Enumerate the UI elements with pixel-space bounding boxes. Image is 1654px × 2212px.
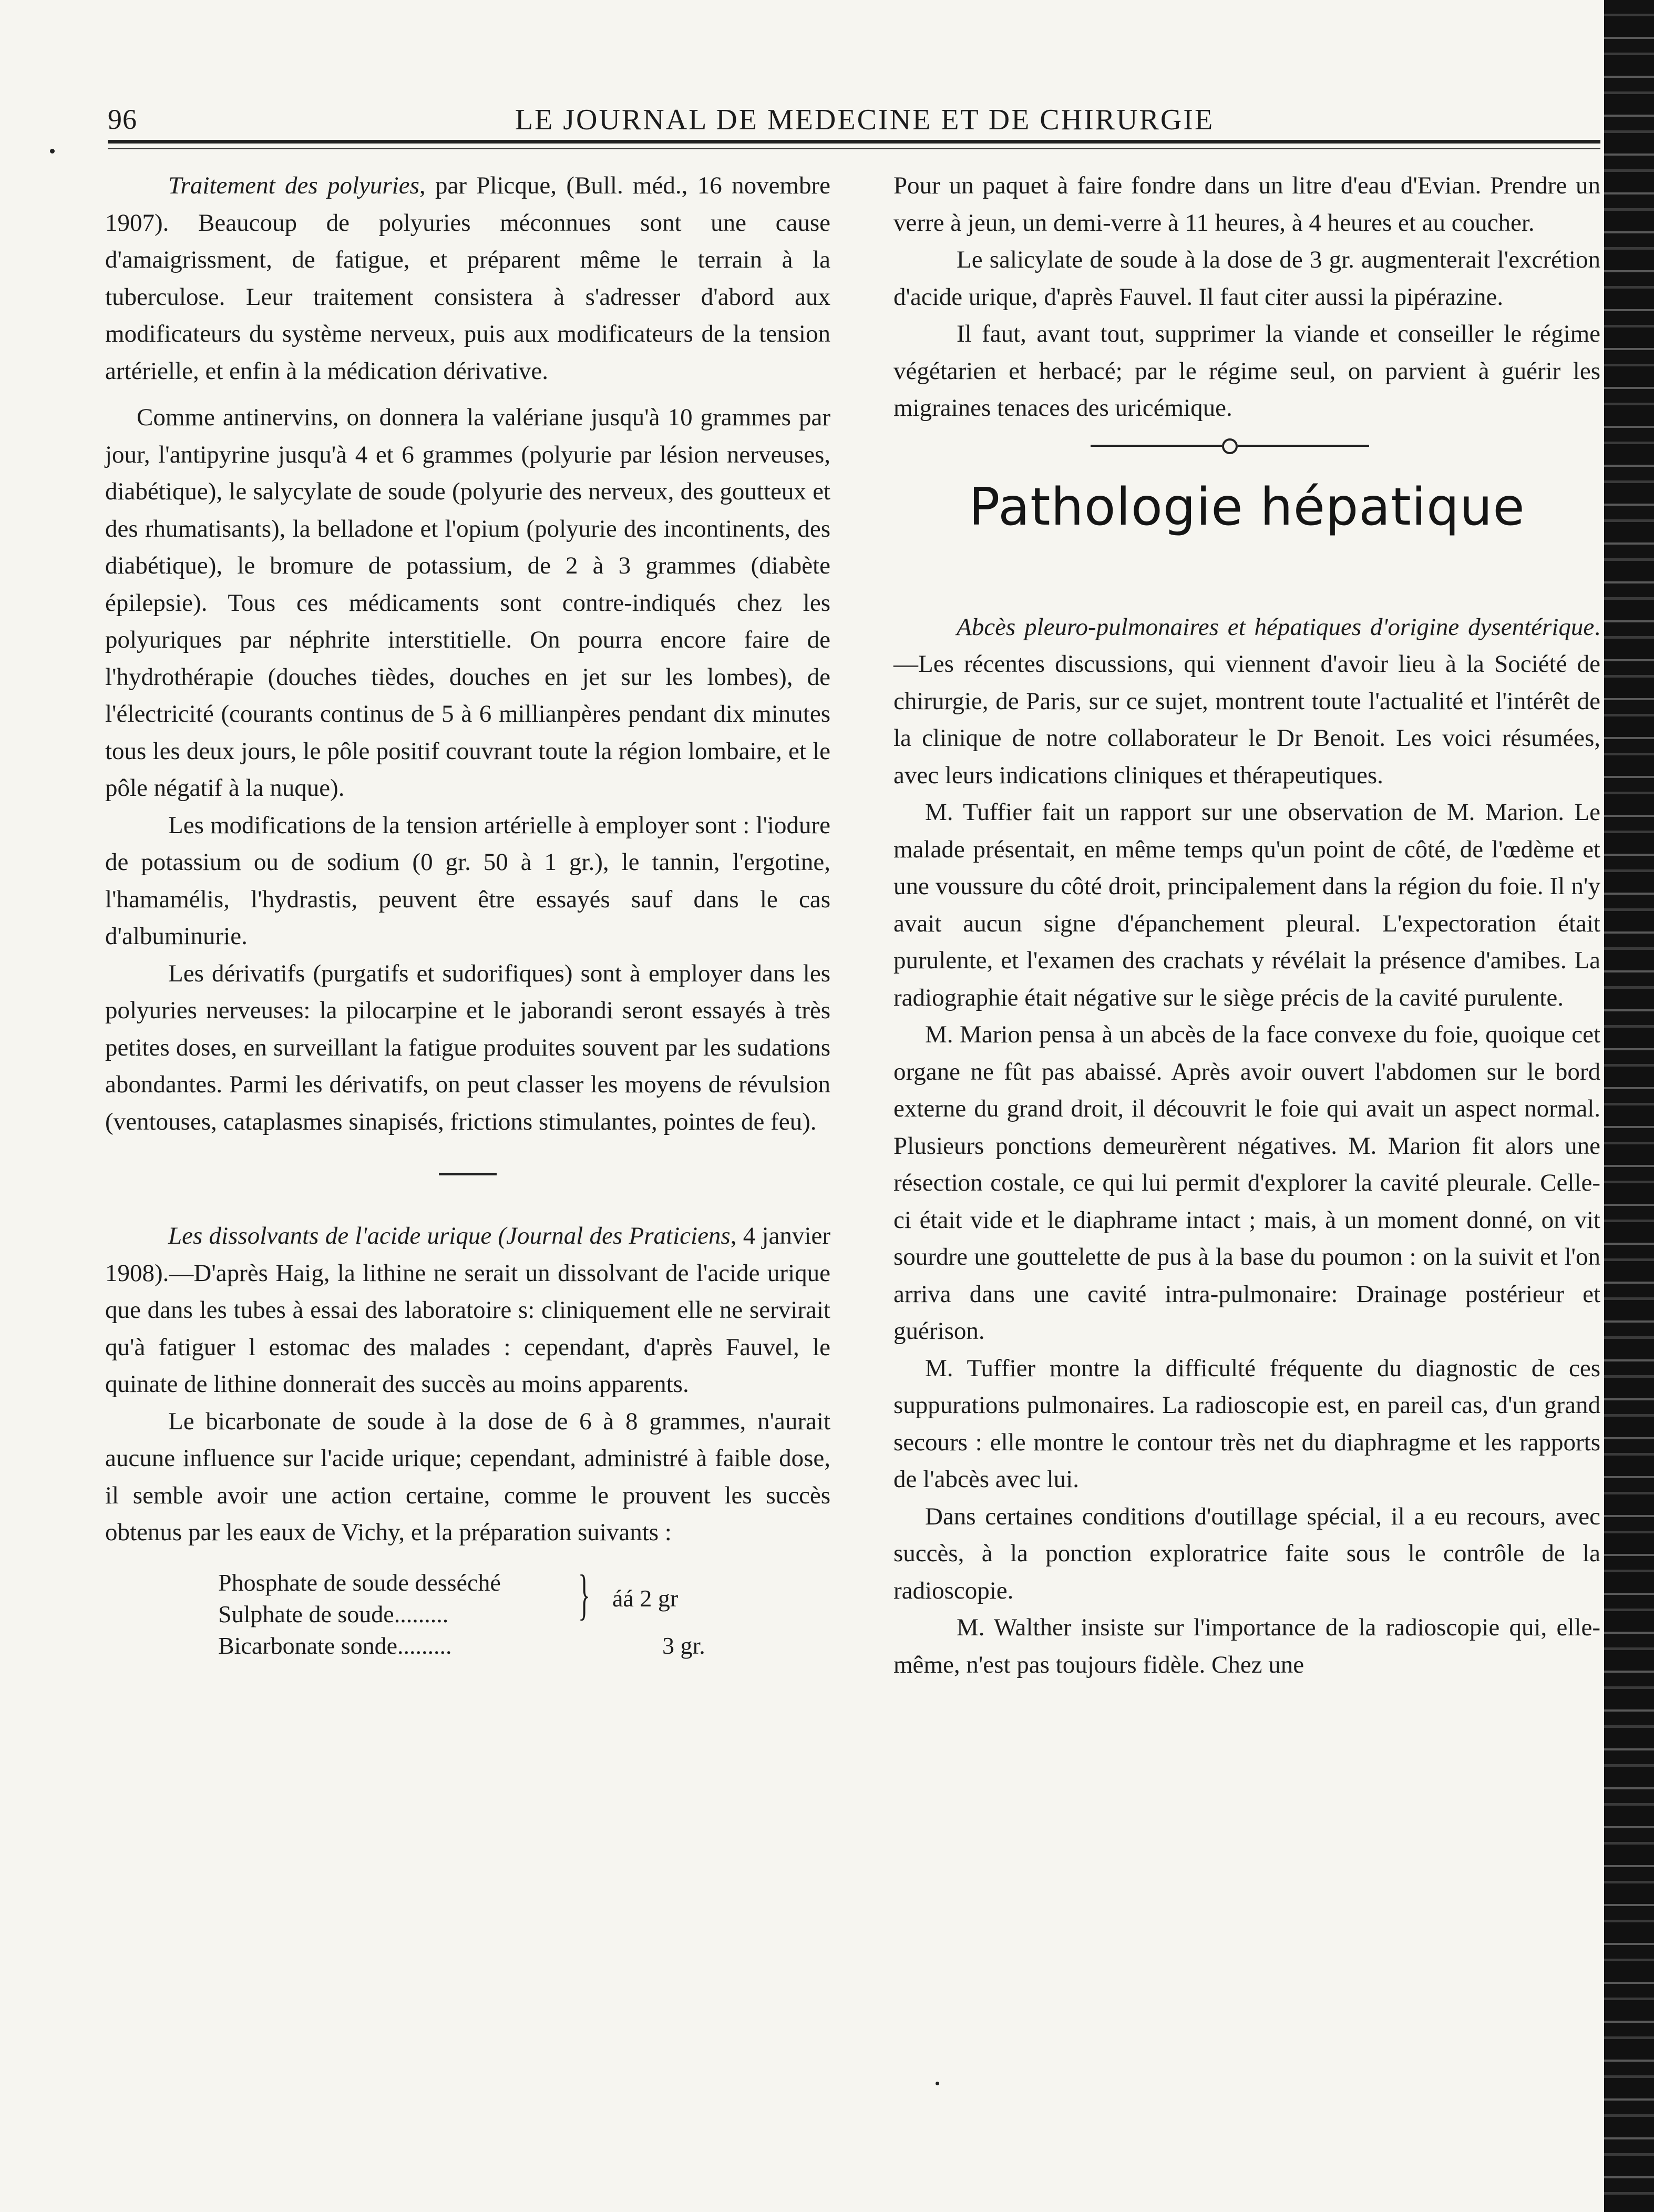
- page-number: 96: [108, 104, 137, 135]
- scanned-page-edge: [1604, 0, 1654, 2212]
- formula-line: Sulphate de soude.........: [218, 1600, 449, 1627]
- paragraph: M. Tuffier montre la difficulté fréquente du diagnostic de ces suppurations pulmonaires. La radioscopie est, en pareil cas, d'un grand secours : elle montre le contour très net du diaphragme et les rapports de l'abcès avec lui.: [893, 1354, 1600, 1493]
- article-polyuries: [105, 167, 830, 390]
- article-text: , par Plicque, (Bull. méd., 16 novembre 1907). Beaucoup de polyuries méconnues sont une cause d'amaigrissment, de fatigue, et préparent même le terrain à la tuberculose. Leur traitement consistera à s'adresser d'abord aux modificateurs du système nerveux, puis aux modificateurs de la tension artérielle, et enfin à la médication dérivative.: [105, 172, 830, 385]
- section-title: Pathologie hépatique: [969, 477, 1525, 537]
- formula-dose: 3 gr.: [662, 1632, 705, 1659]
- header-rule-thin: [108, 148, 1600, 149]
- left-column: [105, 167, 830, 1662]
- paragraph: Pour un paquet à faire fondre dans un litre d'eau d'Evian. Prendre un verre à jeun, un demi-verre à 11 heures, à 4 heures et au coucher.: [893, 172, 1600, 237]
- ink-speck: [936, 2082, 939, 2085]
- journal-title: LE JOURNAL DE MEDECINE ET DE CHIRURGIE: [515, 104, 1215, 136]
- section-separator: [439, 1173, 497, 1175]
- ornament-separator: [893, 435, 1600, 456]
- article-title: Les dissolvants de l'acide urique (Journal des Praticiens: [168, 1222, 731, 1250]
- formula-line: Phosphate de soude desséché: [218, 1569, 501, 1596]
- paragraph: Le bicarbonate de soude à la dose de 6 à 8 grammes, n'aurait aucune influence sur l'acide urique; cependant, administré à faible dose, il semble avoir une action certaine, comme le prouvent les succès obtenus par les eaux de Vichy, et la préparation suivants :: [105, 1407, 830, 1546]
- running-header: [108, 103, 1600, 140]
- article-title: Abcès pleuro-pulmonaires et hépatiques d'origine dysentérique: [957, 613, 1595, 641]
- paragraph: Dans certaines conditions d'outillage spécial, il a eu recours, avec succès, à la ponction exploratrice faite sous le contrôle de la radioscopie.: [893, 1502, 1600, 1604]
- article-title: Traitement des polyuries: [168, 172, 419, 199]
- paragraph: Comme antinervins, on donnera la valériane jusqu'à 10 grammes par jour, l'antipyrine jusqu'à 4 et 6 grammes (polyurie par lésion nerveuses, diabétique), le salycylate de soude (polyurie des nerveux, des goutteux et des rhumatisants), la belladone et l'opium (polyurie des incontinents, des diabétique), le bromure de potassium, de 2 à 3 grammes (diabète épilepsie). Tous ces médicaments sont contre-indiqués chez les polyuriques par néphrite interstitielle. On pourra encore faire de l'hydrothérapie (douches tièdes, douches en jet sur les lombes), de l'électricité (courants continus de 5 à 6 millianpères pendant dix minutes tous les deux jours, le pôle positif couvrant toute la région lombaire, et le pôle négatif à la nuque).: [105, 404, 830, 802]
- article-text: , 4 janvier 1908).—D'après Haig, la lithine ne serait un dissolvant de l'acide urique que dans les tubes à essai des laboratoire s: cliniquement elle ne servirait qu'à fatiguer l estomac des malades : cependant, d'après Fauvel, le quinate de lithine donnerait des succès au moins apparents.: [105, 1222, 830, 1398]
- formula-line: Bicarbonate sonde.........: [218, 1632, 452, 1659]
- paragraph: M. Tuffier fait un rapport sur une observation de M. Marion. Le malade présentait, en même temps qu'un point de côté, de l'œdème et une voussure du côté droit, principalement dans la région du foie. Il n'y avait aucun signe d'épanchement pleural. L'expectoration était purulente, et l'examen des crachats y révélait la présence d'amibes. La radiographie était négative sur le siège précis de la cavité purulente.: [893, 798, 1600, 1011]
- formula-brace: }: [578, 1563, 590, 1625]
- article-acide-urique: [105, 1217, 830, 1403]
- formula-dose: áá 2 gr: [612, 1584, 679, 1612]
- paragraph: Il faut, avant tout, supprimer la viande et conseiller le régime végétarien et herbacé; par le régime seul, on parvient à guérir les migraines tenaces des uricémique.: [893, 320, 1600, 422]
- right-column: [893, 167, 1600, 1683]
- header-rule: [108, 140, 1600, 144]
- paragraph: Les dérivatifs (purgatifs et sudorifiques) sont à employer dans les polyuries nerveuses: la pilocarpine et le jaborandi seront essayés à très petites doses, en surveillant la fatigue produites souvent par les sudations abondantes. Parmi les dérivatifs, on peut classer les moyens de révulsion (ventouses, cataplasmes sinapisés, frictions stimulantes, pointes de feu).: [105, 959, 830, 1135]
- paragraph: M. Marion pensa à un abcès de la face convexe du foie, quoique cet organe ne fût pas abaissé. Après avoir ouvert l'abdomen sur le bord externe du grand droit, il découvrit le foie qui avait un aspect normal. Plusieurs ponctions demeurèrent négatives. M. Marion fit alors une résection costale, ce qui lui permit d'explorer la cavité pleurale. Celle-ci était vide et le diaphrame intact ; mais, à un moment donné, on vit sourdre une gouttelette de pus à la base du poumon : on la suivit et l'on arriva dans une cavité intra-pulmonaire: Drainage postérieur et guérison.: [893, 1021, 1600, 1345]
- paragraph: M. Walther insiste sur l'importance de la radioscopie qui, elle-même, n'est pas toujours fidèle. Chez une: [893, 1614, 1600, 1678]
- article-abces: [893, 609, 1600, 794]
- ink-speck: [50, 149, 55, 153]
- paragraph: Les modifications de la tension artérielle à employer sont : l'iodure de potassium ou de sodium (0 gr. 50 à 1 gr.), le tannin, l'ergotine, l'hamamélis, l'hydrastis, peuvent être essayés sauf dans le cas d'albuminurie.: [105, 811, 830, 950]
- prescription-formula: [105, 1563, 830, 1662]
- article-text: .—Les récentes discussions, qui viennent d'avoir lieu à la Société de chirurgie, de Paris, sur ce sujet, montrent toute l'actualité et l'intérêt de la clinique de notre collaborateur le Dr Benoit. Les voici résumées, avec leurs indications cliniques et thérapeutiques.: [893, 613, 1600, 789]
- paragraph: Le salicylate de soude à la dose de 3 gr. augmenterait l'excrétion d'acide urique, d'après Fauvel. Il faut citer aussi la pipérazine.: [893, 246, 1600, 311]
